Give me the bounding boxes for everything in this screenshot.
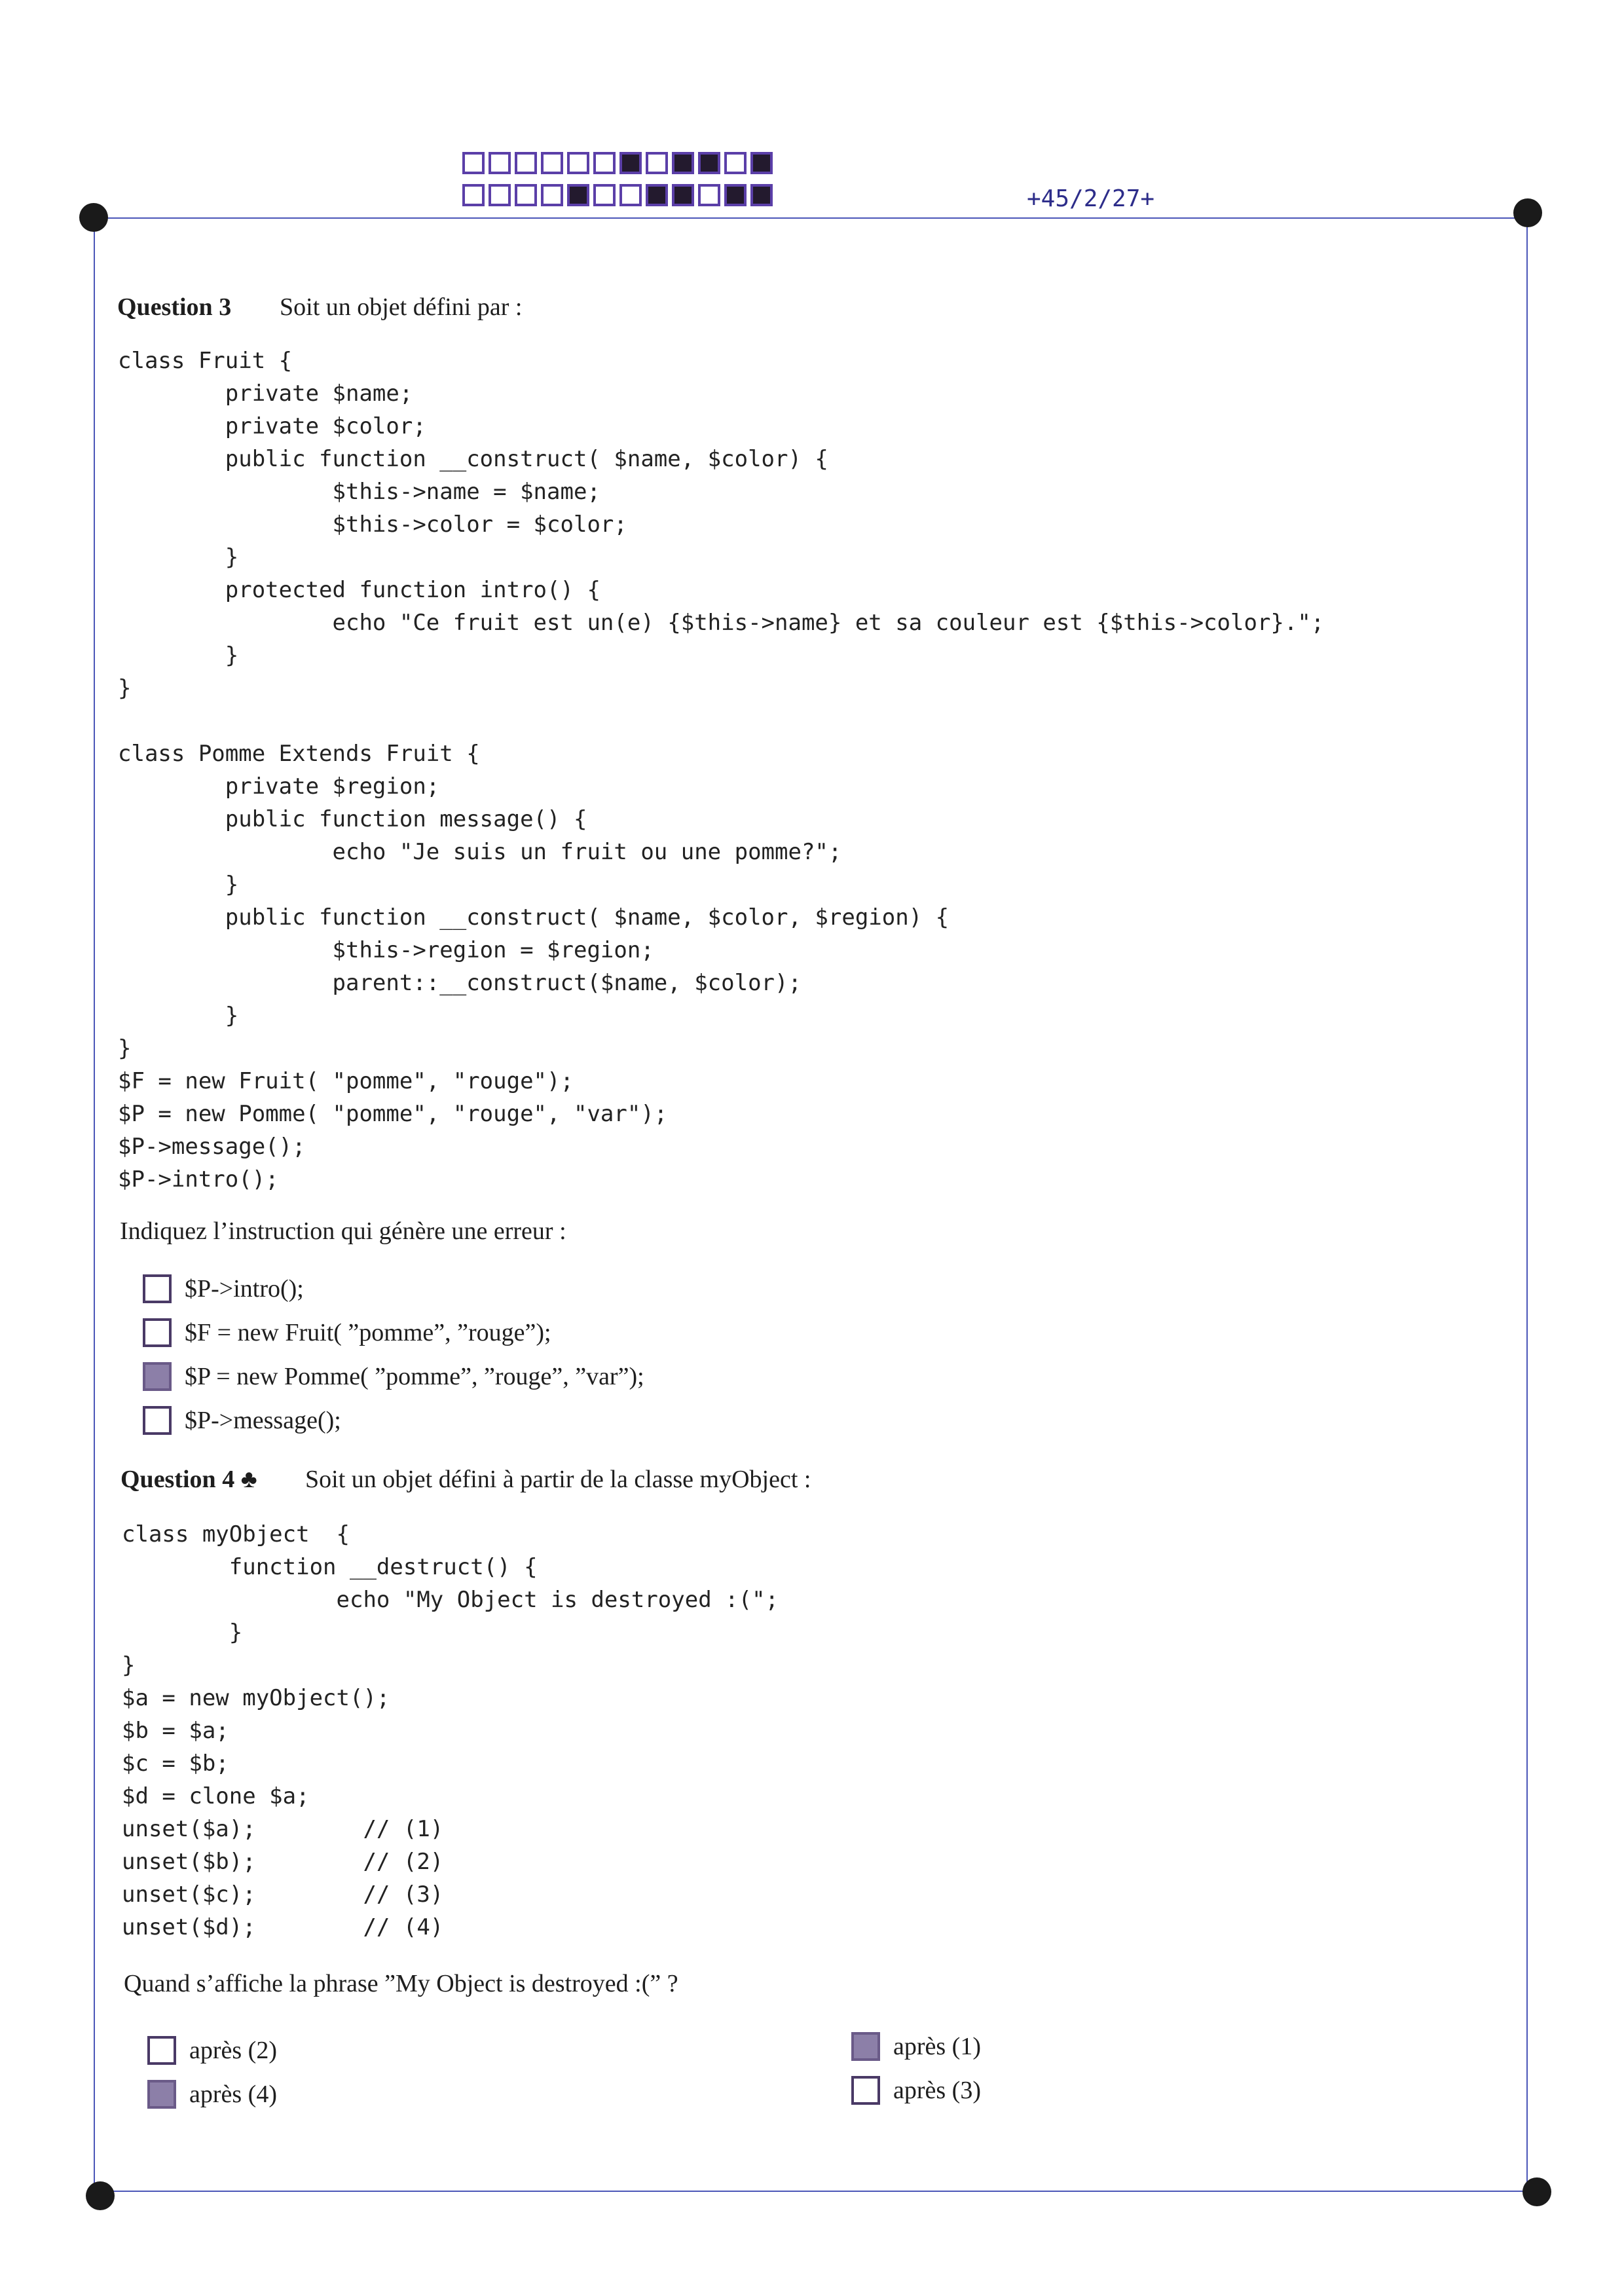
question-4-code: class myObject { function __destruct() { echo "My Object is destroyed :("; } } $a = new myObject(); $b = $a; $c = $b; $d = clone $a; unset($a); // (1) unset($b); // (2) unset($c); // (3) unset($d); // (4) — [122, 1521, 779, 1940]
barcode-cell — [619, 152, 642, 174]
answer-option[interactable] — [851, 2068, 981, 2112]
checkbox[interactable] — [143, 1318, 172, 1347]
barcode-cell — [724, 152, 747, 174]
question-3-title: Question 3 — [117, 293, 232, 321]
question-3-code: class Fruit { private $name; private $color; public function __construct( $name, $color) { $this->name = $name; $this->color = $color; } protected function intro() { echo "Ce fruit est un(e) {$this->name} et sa couleur est {$this->color}."; } } class Pomme Extends Fruit { private $region; public function message() { echo "Je suis un fruit ou une pomme?"; } public function __construct( $name, $color, $region) { $this->region = $region; parent::__construct($name, $color); } } $F = new Fruit( "pomme", "rouge"); $P = new Pomme( "pomme", "rouge", "var"); $P->message(); $P->intro(); — [118, 348, 1325, 1193]
option-label: après (3) — [893, 2076, 981, 2104]
checkbox[interactable] — [147, 2080, 176, 2109]
question-3-instruction: Indiquez l’instruction qui génère une erreur : — [120, 1217, 566, 1245]
answer-option[interactable] — [143, 1267, 644, 1310]
barcode-cell — [619, 184, 642, 206]
question-3-prompt: Soit un objet défini par : — [280, 293, 523, 321]
barcode-cell — [515, 184, 537, 206]
barcode-cell — [750, 152, 773, 174]
checkbox[interactable] — [147, 2036, 176, 2065]
checkbox[interactable] — [143, 1362, 172, 1391]
corner-mark-top-left — [79, 203, 108, 232]
option-label: $F = new Fruit( ”pomme”, ”rouge”); — [185, 1318, 551, 1346]
barcode-cell — [541, 152, 563, 174]
barcode-cell — [567, 152, 589, 174]
checkbox[interactable] — [851, 2032, 880, 2061]
page-identifier: +45/2/27+ — [1027, 185, 1155, 212]
barcode-cell — [724, 184, 747, 206]
barcode-cell — [462, 152, 485, 174]
barcode-cell — [515, 152, 537, 174]
answer-option[interactable] — [147, 2072, 277, 2116]
answer-option[interactable] — [147, 2028, 277, 2072]
answer-option[interactable] — [143, 1354, 644, 1398]
barcode-row-1 — [462, 152, 777, 174]
barcode-cell — [489, 184, 511, 206]
barcode-cell — [567, 184, 589, 206]
answer-option[interactable] — [851, 2024, 981, 2068]
barcode-cell — [698, 152, 720, 174]
question-4-title: Question 4 ♣ — [120, 1466, 257, 1493]
question-3-options — [143, 1267, 644, 1442]
barcode-cell — [672, 152, 694, 174]
barcode-cell — [646, 184, 668, 206]
option-label: $P->intro(); — [185, 1274, 304, 1303]
question-4-instruction: Quand s’affiche la phrase ”My Object is destroyed :(” ? — [124, 1970, 678, 1997]
barcode-row-2 — [462, 184, 777, 206]
option-label: $P->message(); — [185, 1406, 341, 1434]
option-label: après (4) — [189, 2080, 277, 2108]
barcode-cell — [593, 184, 616, 206]
barcode-cell — [462, 184, 485, 206]
answer-option[interactable] — [143, 1310, 644, 1354]
barcode-cell — [698, 184, 720, 206]
barcode-cell — [541, 184, 563, 206]
barcode-cell — [672, 184, 694, 206]
question-4-options-left — [147, 2028, 277, 2116]
barcode-cell — [646, 152, 668, 174]
corner-mark-bottom-left — [86, 2181, 115, 2210]
corner-mark-bottom-right — [1522, 2177, 1551, 2206]
barcode-cell — [750, 184, 773, 206]
option-label: après (2) — [189, 2036, 277, 2064]
answer-option[interactable] — [143, 1398, 644, 1442]
corner-mark-top-right — [1513, 198, 1542, 227]
option-label: $P = new Pomme( ”pomme”, ”rouge”, ”var”); — [185, 1362, 644, 1390]
checkbox[interactable] — [143, 1406, 172, 1435]
checkbox[interactable] — [143, 1274, 172, 1303]
barcode-cell — [593, 152, 616, 174]
option-label: après (1) — [893, 2032, 981, 2060]
checkbox[interactable] — [851, 2076, 880, 2105]
question-4-options-right — [851, 2024, 981, 2112]
barcode-cell — [489, 152, 511, 174]
question-4-prompt: Soit un objet défini à partir de la classe myObject : — [305, 1466, 811, 1493]
